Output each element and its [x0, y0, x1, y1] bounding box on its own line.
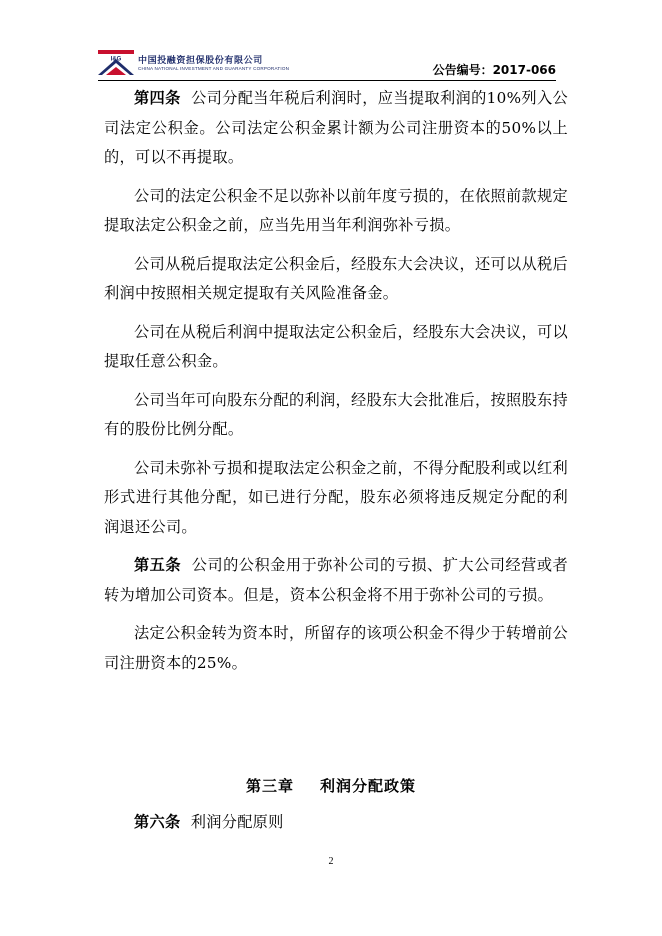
- company-name-cn: 中国投融资担保股份有限公司: [138, 56, 263, 66]
- paragraph-loss-offset: 公司的法定公积金不足以弥补以前年度亏损的，在依照前款规定提取法定公积金之前，应当先用当年利润弥补亏损。: [104, 186, 568, 234]
- article-6-label: 第六条: [134, 813, 181, 831]
- article-6-heading: [134, 811, 284, 832]
- page-header: [98, 50, 556, 78]
- header-rule: [98, 80, 556, 81]
- article-5-label: 第五条: [134, 556, 182, 574]
- logo-text: I&G: [110, 56, 122, 63]
- paragraph-risk-reserve: 公司从税后提取法定公积金后，经股东大会决议，还可以从税后利润中按照相关规定提取有关风险准备金。: [104, 254, 568, 302]
- document-body: [104, 84, 568, 678]
- paragraph-distribution: 公司当年可向股东分配的利润，经股东大会批准后，按照股东持有的股份比例分配。: [104, 390, 568, 438]
- paragraph-discretionary-reserve: 公司在从税后利润中提取法定公积金后，经股东大会决议，可以提取任意公积金。: [104, 322, 568, 370]
- company-logo: [98, 50, 134, 75]
- chapter-heading: [0, 775, 662, 796]
- article-5-text: 公司的公积金用于弥补公司的亏损、扩大公司经营或者转为增加公司资本。但是，资本公积金将不用于弥补公司的亏损。: [104, 556, 568, 604]
- chapter-number: 第三章: [245, 777, 294, 795]
- paragraph-restriction: 公司未弥补亏损和提取法定公积金之前，不得分配股利或以红利形式进行其他分配，如已进行分配，股东必须将违反规定分配的利润退还公司。: [104, 458, 568, 536]
- article-4-paragraph: [104, 84, 568, 173]
- article-4-label: 第四条: [134, 89, 181, 107]
- article-4-text: 公司分配当年税后利润时，应当提取利润的10%列入公司法定公积金。公司法定公积金累计额为公司注册资本的50%以上的，可以不再提取。: [104, 89, 568, 166]
- notice-number: 公告编号：2017-066: [432, 63, 556, 77]
- article-6-text: 利润分配原则: [190, 813, 284, 831]
- article-5-paragraph: [104, 551, 568, 610]
- company-name-en: CHINA NATIONAL INVESTMENT AND GUARANTY CORPORATION: [138, 66, 290, 71]
- paragraph-capitalization: 法定公积金转为资本时，所留存的该项公积金不得少于转增前公司注册资本的25%。: [104, 624, 568, 672]
- page-number: 2: [328, 856, 334, 867]
- chapter-title: 利润分配政策: [320, 777, 417, 795]
